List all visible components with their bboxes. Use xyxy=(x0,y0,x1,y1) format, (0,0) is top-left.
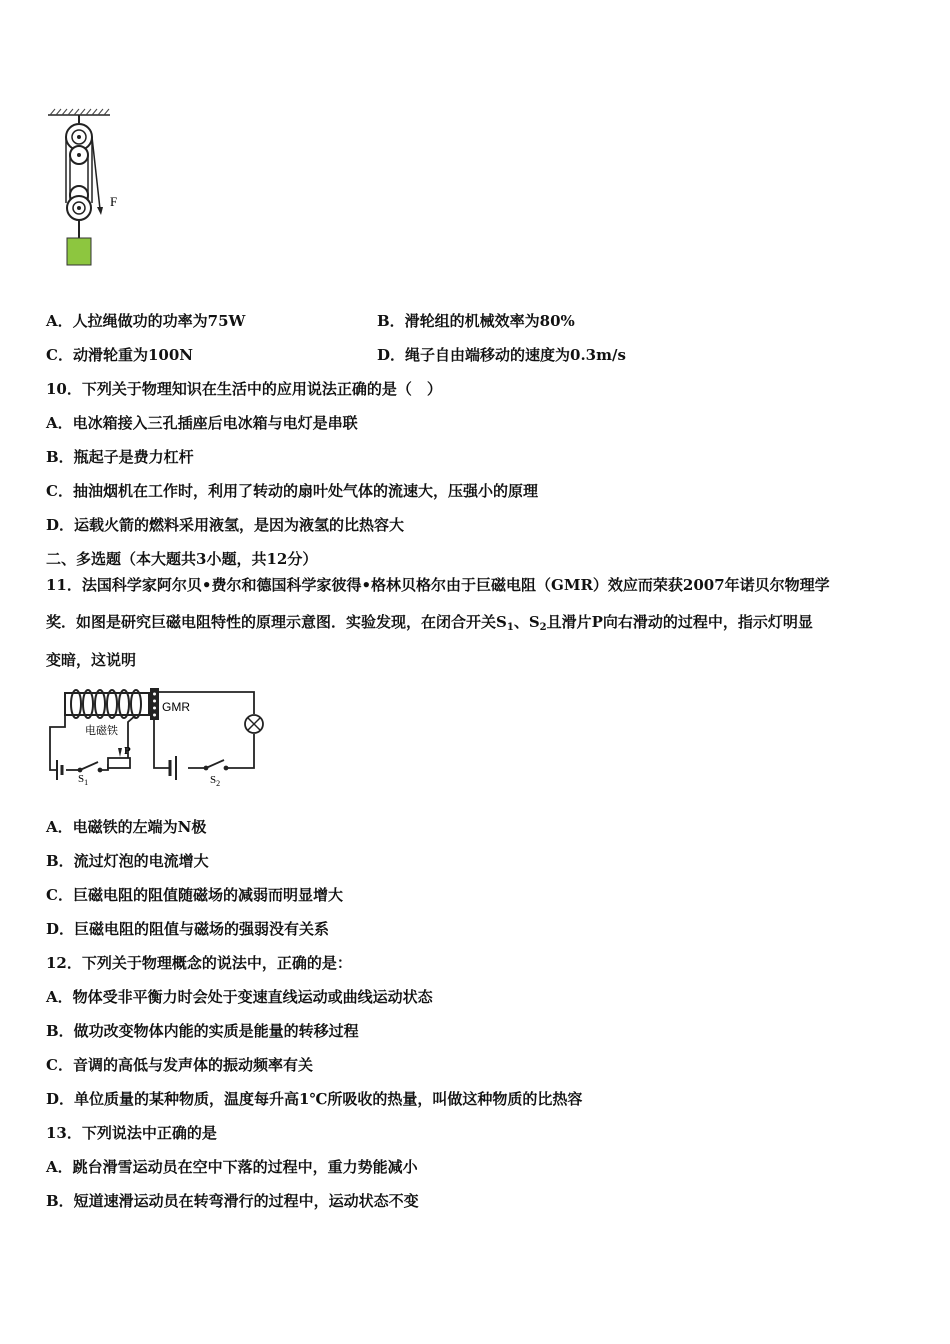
movable-pulley xyxy=(67,186,91,220)
q11-option-b: B．流过灯泡的电流增大 xyxy=(46,852,209,870)
q10-stem: 10．下列关于物理知识在生活中的应用说法正确的是（ ） xyxy=(46,380,442,398)
q9-option-b: B．滑轮组的机械效率为80% xyxy=(377,312,575,330)
q11-stem-line1: 11．法国科学家阿尔贝•费尔和德国科学家彼得•格林贝格尔由于巨磁电阻（GMR）效应而荣获2007年诺贝尔物理学 xyxy=(46,576,830,594)
q9-option-a: A．人拉绳做功的功率为75W xyxy=(46,312,246,330)
gmr-label: GMR xyxy=(162,700,190,714)
q12-option-b: B．做功改变物体内能的实质是能量的转移过程 xyxy=(46,1022,359,1040)
q11-stem-text-a: 奖．如图是研究巨磁电阻特性的原理示意图．实验发现，在闭合开关S xyxy=(46,613,507,631)
slider-label: P xyxy=(124,745,131,757)
q11-sub-1: 1 xyxy=(506,622,514,633)
q13-stem: 13．下列说法中正确的是 xyxy=(46,1124,217,1142)
rheostat xyxy=(108,745,131,768)
electromagnet-label: 电磁铁 xyxy=(85,724,118,737)
q12-option-c: C．音调的高低与发声体的振动频率有关 xyxy=(46,1056,313,1074)
gmr-circuit-figure xyxy=(40,682,275,792)
q11-stem-line2 xyxy=(46,612,813,632)
battery-2 xyxy=(170,756,176,780)
q10-option-a: A．电冰箱接入三孔插座后电冰箱与电灯是串联 xyxy=(46,414,358,432)
q10-option-c: C．抽油烟机在工作时，利用了转动的扇叶处气体的流速大，压强小的原理 xyxy=(46,482,538,500)
q11-stem-line3: 变暗，这说明 xyxy=(46,651,137,669)
q11-option-a: A．电磁铁的左端为N极 xyxy=(46,818,207,836)
switch-1 xyxy=(79,762,102,772)
q12-option-a: A．物体受非平衡力时会处于变速直线运动或曲线运动状态 xyxy=(46,988,433,1006)
force-arrow xyxy=(97,207,103,215)
q13-option-a: A．跳台滑雪运动员在空中下落的过程中，重力势能减小 xyxy=(46,1158,418,1176)
q10-option-d: D．运载火箭的燃料采用液氢，是因为液氢的比热容大 xyxy=(46,516,405,534)
switch-1-label: $S_1$ xyxy=(78,773,89,787)
electromagnet xyxy=(65,690,149,737)
q11-option-c: C．巨磁电阻的阻值随磁场的减弱而明显增大 xyxy=(46,886,343,904)
lamp xyxy=(245,715,263,733)
force-label: F xyxy=(110,194,118,209)
load-block xyxy=(67,238,91,265)
battery-1 xyxy=(57,760,62,780)
q11-sub-2: 2 xyxy=(539,622,547,633)
q9-option-c: C．动滑轮重为100N xyxy=(46,346,193,364)
q11-option-d: D．巨磁电阻的阻值与磁场的强弱没有关系 xyxy=(46,920,330,938)
q11-stem-text-c: 且滑片P向右滑动的过程中，指示灯明显 xyxy=(546,613,813,631)
q12-option-d: D．单位质量的某种物质，温度每升高1℃所吸收的热量，叫做这种物质的比热容 xyxy=(46,1090,583,1108)
pulley-figure xyxy=(40,105,140,275)
section-title: 二、多选题（本大题共3小题，共12分） xyxy=(46,550,318,568)
q11-stem-text-b: 、S xyxy=(513,613,540,631)
q12-stem: 12．下列关于物理概念的说法中，正确的是： xyxy=(46,954,352,972)
ceiling xyxy=(48,109,110,115)
switch-2 xyxy=(205,760,228,770)
q9-option-d: D．绳子自由端移动的速度为0.3m/s xyxy=(377,346,626,364)
switch-2-label: $S_2$ xyxy=(210,774,221,788)
q13-option-b: B．短道速滑运动员在转弯滑行的过程中，运动状态不变 xyxy=(46,1192,419,1210)
q10-option-b: B．瓶起子是费力杠杆 xyxy=(46,448,194,466)
